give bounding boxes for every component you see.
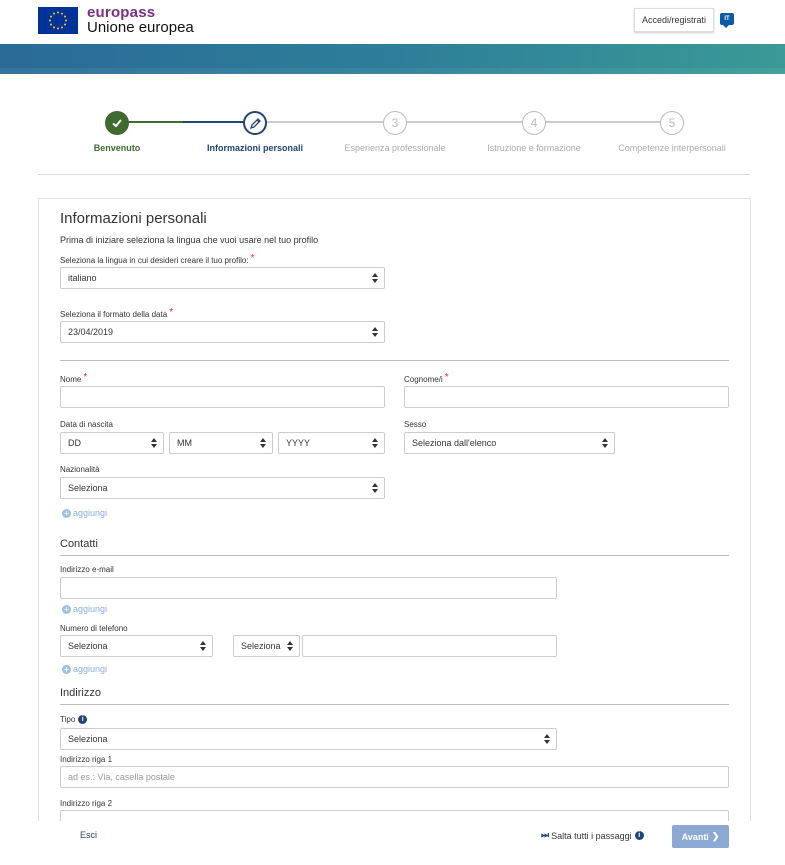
footer-bar — [0, 821, 785, 865]
gender-label: Sesso — [404, 420, 427, 429]
phone-prefix-select[interactable]: Seleziona — [233, 635, 300, 657]
personal-info-form — [38, 198, 751, 838]
brand-subtitle: Unione europea — [87, 19, 194, 36]
top-header — [0, 0, 785, 44]
email-input[interactable] — [60, 577, 557, 599]
last-name-input[interactable] — [404, 386, 729, 408]
section-divider — [60, 704, 729, 705]
step-2-label: Informazioni personali — [206, 143, 303, 153]
info-icon[interactable]: i — [78, 715, 87, 724]
nationality-select[interactable]: Seleziona — [60, 477, 385, 499]
date-format-select[interactable]: 23/04/2019 — [60, 321, 385, 343]
birth-date-label: Data di nascita — [60, 420, 113, 429]
step-1-label: Benvenuto — [93, 143, 141, 153]
section-divider — [60, 360, 729, 361]
progress-stepper — [38, 100, 750, 175]
address-line1-label: Indirizzo riga 1 — [60, 755, 113, 764]
brand-name[interactable]: europass — [87, 4, 156, 21]
fast-forward-icon: ⏭ — [541, 830, 550, 840]
address-type-select[interactable]: Seleziona — [60, 728, 557, 750]
step-4-circle[interactable]: 4 — [522, 111, 546, 135]
address-line1-input[interactable]: ad es.: Via, casella postale — [60, 766, 729, 788]
language-label: Seleziona la lingua in cui desideri creare il tuo profilo: * — [60, 253, 255, 265]
address-heading: Indirizzo — [60, 687, 101, 699]
contacts-heading: Contatti — [60, 538, 98, 550]
last-name-label: Cognome/i * — [404, 372, 449, 384]
address-line2-label: Indirizzo riga 2 — [60, 799, 113, 808]
eu-flag-logo — [38, 7, 78, 34]
plus-icon: + — [62, 509, 71, 518]
birth-month-select[interactable]: MM — [169, 432, 273, 454]
birth-year-select[interactable]: YYYY — [278, 432, 385, 454]
step-4-label: Istruzione e formazione — [487, 143, 581, 153]
step-connector — [535, 121, 672, 123]
phone-label: Numero di telefono — [60, 624, 128, 633]
phone-number-input[interactable] — [302, 635, 557, 657]
step-3-label: Esperienza professionale — [344, 143, 446, 153]
language-select[interactable]: italiano — [60, 267, 385, 289]
type-label: Tipo i — [60, 715, 87, 724]
add-phone-button[interactable]: + aggiungi — [62, 664, 107, 674]
skip-all-button[interactable]: ⏭ Salta tutti i passaggi i — [541, 830, 644, 841]
step-connector — [255, 121, 395, 123]
step-2-pencil-icon[interactable] — [243, 111, 267, 135]
info-icon[interactable]: i — [635, 831, 644, 840]
section-divider — [60, 555, 729, 556]
gender-select[interactable]: Seleziona dall'elenco — [404, 432, 615, 454]
date-format-label: Seleziona il formato della data * — [60, 307, 174, 319]
first-name-input[interactable] — [60, 386, 385, 408]
step-1-check-icon[interactable] — [105, 111, 129, 135]
step-3-circle[interactable]: 3 — [383, 111, 407, 135]
chevron-right-icon: ❯ — [711, 831, 720, 841]
email-label: Indirizzo e-mail — [60, 565, 114, 574]
plus-icon: + — [62, 605, 71, 614]
step-5-label: Competenze interpersonali — [618, 143, 726, 153]
form-intro: Prima di iniziare seleziona la lingua che vuoi usare nel tuo profilo — [60, 235, 319, 245]
header-banner — [0, 44, 785, 74]
login-button[interactable]: Accedi/registrati — [634, 8, 714, 32]
exit-link[interactable]: Esci — [80, 830, 98, 840]
nationality-label: Nazionalità — [60, 465, 100, 474]
step-connector — [395, 121, 535, 123]
add-nationality-button[interactable]: + aggiungi — [62, 508, 107, 518]
next-button[interactable]: Avanti ❯ — [672, 825, 729, 848]
add-email-button[interactable]: + aggiungi — [62, 604, 107, 614]
step-5-circle[interactable]: 5 — [660, 111, 684, 135]
first-name-label: Nome * — [60, 372, 88, 384]
birth-day-select[interactable]: DD — [60, 432, 164, 454]
phone-type-select[interactable]: Seleziona — [60, 635, 213, 657]
form-title: Informazioni personali — [60, 210, 207, 227]
plus-icon: + — [62, 665, 71, 674]
language-switcher[interactable]: IT — [720, 13, 734, 25]
